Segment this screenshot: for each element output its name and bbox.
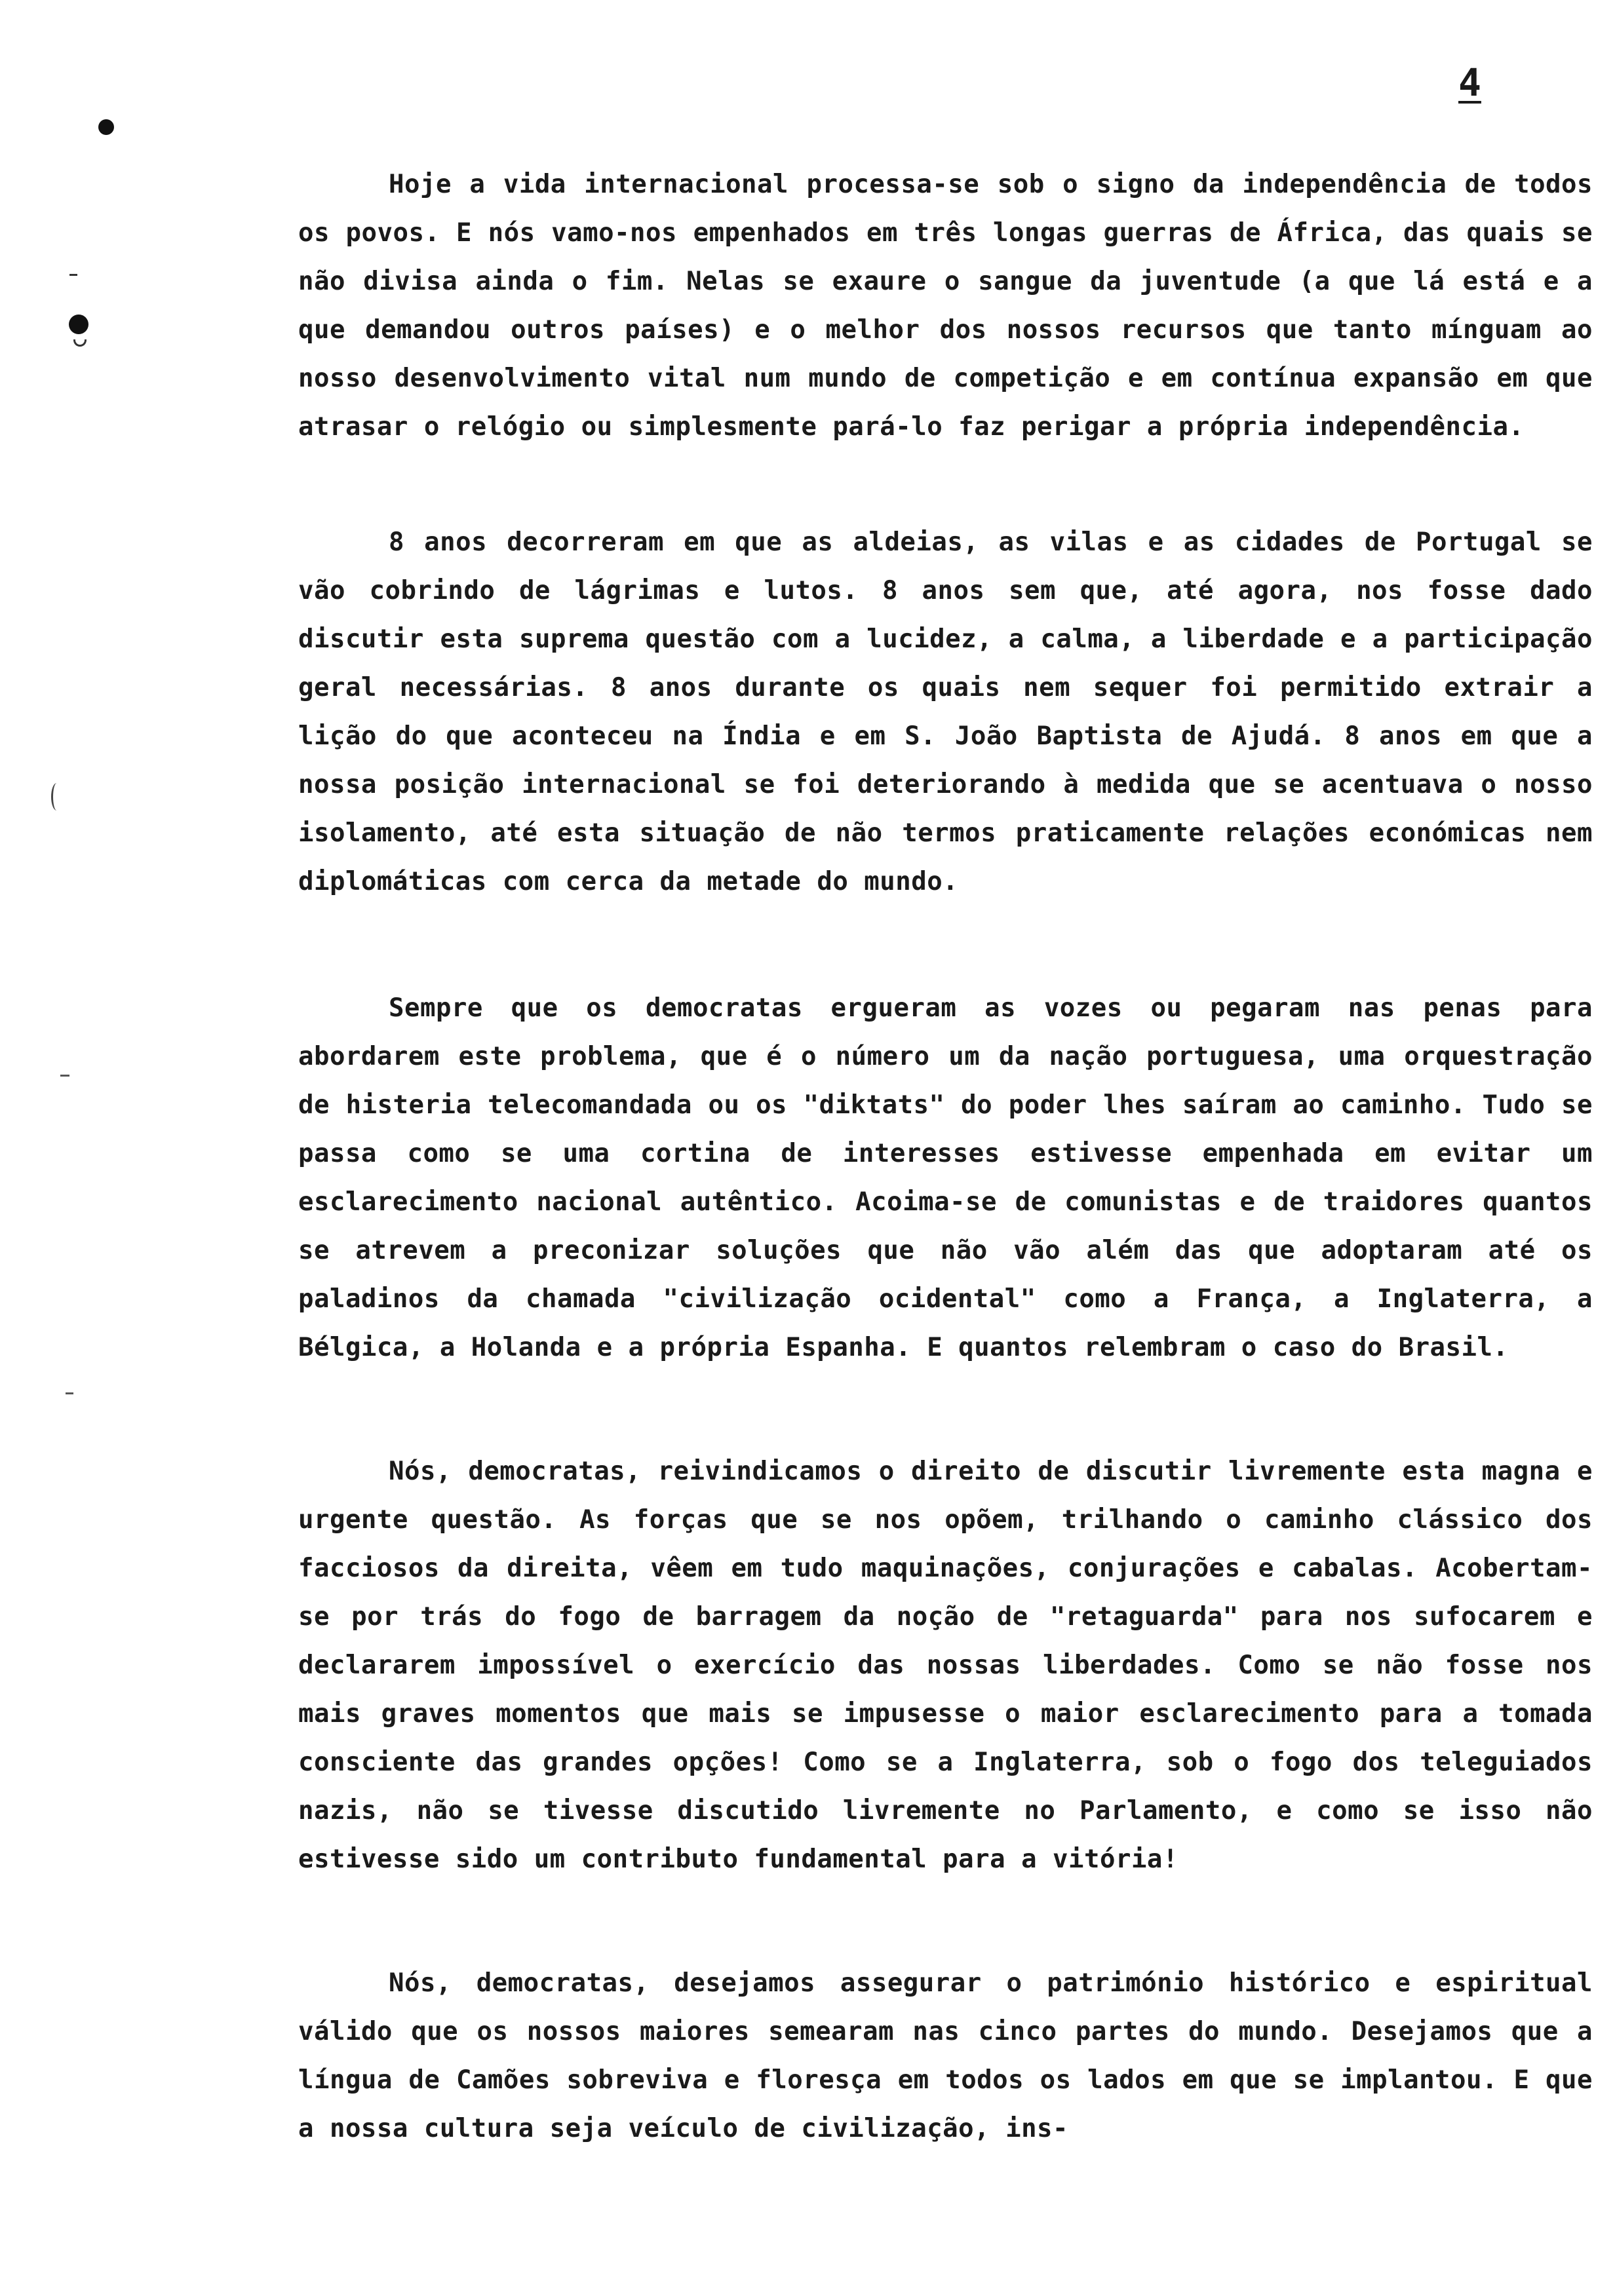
- paragraph: 8 anos decorreram em que as aldeias, as vilas e as cidades de Portugal se vão cobrindo de lágrimas e lutos. 8 anos sem que, até agora, nos fosse dado discutir esta suprema questão com a lucidez, a calma, a liberdade e a participação geral necessárias. 8 anos durante os quais nem sequer foi permitido extrair a lição do que aconteceu na Índia e em S. João Baptista de Ajudá. 8 anos em que a nossa posição internacional se foi deteriorando à medida que se acentuava o nosso isolamento, até esta situação de não termos praticamente relações económicas nem diplomáticas com cerca da metade do mundo.: [298, 527, 1593, 896]
- paragraph-block: [298, 984, 1593, 1372]
- paragraph: Nós, democratas, desejamos assegurar o património histórico e espiritual válido que os nossos maiores semearam nas cinco partes do mundo. Desejamos que a língua de Camões sobreviva e floresça em todos os lados em que se implantou. E que a nossa cultura seja veículo de civilização, ins-: [298, 1968, 1593, 2143]
- paragraph-block: [298, 161, 1593, 451]
- paragraph: Nós, democratas, reivindicamos o direito de discutir livremente esta magna e urgente questão. As forças que se nos opõem, trilhando o caminho clássico dos facciosos da direita, vêem em tudo maquinações, conjurações e cabalas. Acobertam-se por trás do fogo de barragem da noção de "retaguarda" para nos sufocarem e declararem impossível o exercício das nossas liberdades. Como se não fosse nos mais graves momentos que mais se impusesse o maior esclarecimento para a tomada consciente das grandes opções! Como se a Inglaterra, sob o fogo dos teleguiados nazis, não se tivesse discutido livremente no Parlamento, e como se isso não estivesse sido um contributo fundamental para a vitória!: [298, 1457, 1593, 1874]
- margin-dash-mark: [60, 1075, 69, 1077]
- margin-tick-mark: [69, 270, 77, 276]
- margin-hook-mark: [73, 339, 87, 347]
- paragraph-block: [298, 1959, 1593, 2153]
- margin-paren-mark: [51, 783, 62, 811]
- paragraph-block: [298, 1447, 1593, 1884]
- margin-dot-mark-large: [69, 315, 88, 334]
- margin-dash-mark: [66, 1392, 73, 1394]
- page-number: 4: [1458, 60, 1481, 105]
- paragraph-block: [298, 518, 1593, 906]
- paragraph: Sempre que os democratas ergueram as vozes ou pegaram nas penas para abordarem este problema, que é o número um da nação portuguesa, uma orquestração de histeria telecomandada ou os "diktats" do poder lhes saíram ao caminho. Tudo se passa como se uma cortina de interesses estivesse empenhada em evitar um esclarecimento nacional autêntico. Acoima-se de comunistas e de traidores quantos se atrevem a preconizar soluções que não vão além das que adoptaram até os paladinos da chamada "civilização ocidental" como a França, a Inglaterra, a Bélgica, a Holanda e a própria Espanha. E quantos relembram o caso do Brasil.: [298, 993, 1593, 1362]
- paragraph: Hoje a vida internacional processa-se sob o signo da independência de todos os povos. E nós vamo-nos empenhados em três longas guerras de África, das quais se não divisa ainda o fim. Nelas se exaure o sangue da juventude (a que lá está e a que demandou outros países) e o melhor dos nossos recursos que tanto mínguam ao nosso desenvolvimento vital num mundo de competição e em contínua expansão em que atrasar o relógio ou simplesmente pará-lo faz perigar a própria independência.: [298, 170, 1593, 442]
- margin-dot-mark: [98, 119, 114, 135]
